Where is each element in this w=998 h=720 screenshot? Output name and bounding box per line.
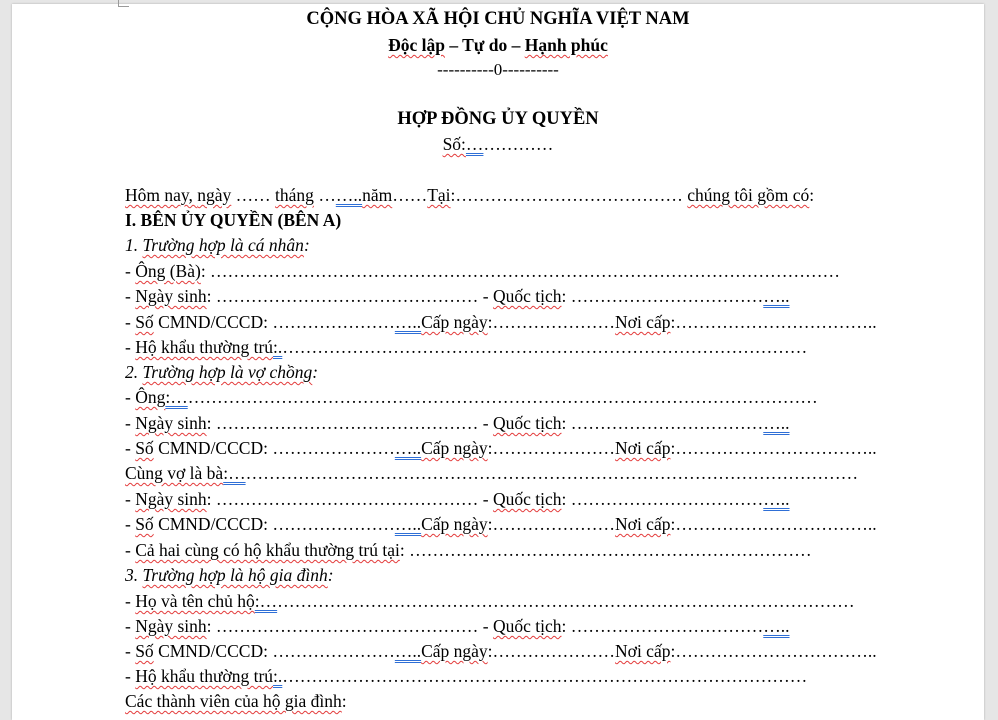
text-boundary-mark — [118, 0, 129, 7]
case2-shared-address-line: - Cả hai cùng có hộ khẩu thường trú tại: …………………………………………………………… — [125, 540, 812, 560]
case2-heading: 2. Trường hợp là vợ chồng: — [125, 362, 319, 382]
contract-title: HỢP ĐỒNG ỦY QUYỀN — [397, 109, 599, 129]
case2-id2-line: - Số CMND/CCCD: ……………………..Cấp ngày:…………………Nơi cấp:…………………………….. — [125, 514, 877, 534]
case1-id-line: - Số CMND/CCCD: ……………………..Cấp ngày:…………………Nơi cấp:…………………………….. — [125, 312, 877, 332]
motto: Độc lập – Tự do – Hạnh phúc — [388, 35, 608, 55]
case3-dob-line: - Ngày sinh: ……………………………………… - Quốc tịch: ……………………………….. — [125, 616, 790, 636]
case2-dob-line: - Ngày sinh: ……………………………………… - Quốc tịch: ……………………………….. — [125, 413, 790, 433]
case2-wife-line: Cùng vợ là bà:……………………………………………………………………………………………… — [125, 463, 859, 483]
case3-heading: 3. Trường hợp là hộ gia đình: — [125, 565, 334, 585]
header-separator: ----------0---------- — [437, 60, 559, 79]
case1-address-line: - Hộ khẩu thường trú:.……………………………………………………………………………… — [125, 337, 808, 357]
case1-heading: 1. Trường hợp là cá nhân: — [125, 235, 310, 255]
case3-members-line: Các thành viên của hộ gia đình: — [125, 691, 347, 711]
case2-husband-line: - Ông:………………………………………………………………………………………………… — [125, 387, 818, 407]
intro-line: Hôm nay, ngày …… tháng ……..năm……Tại:………………………………… chúng tôi gồm có: — [125, 185, 815, 205]
case3-head-line: - Họ và tên chủ hộ:………………………………………………………………………………………… — [125, 591, 855, 611]
section-a-heading: I. BÊN ỦY QUYỀN (BÊN A) — [125, 210, 342, 230]
case2-id-line: - Số CMND/CCCD: ……………………..Cấp ngày:…………………Nơi cấp:…………………………….. — [125, 438, 877, 458]
contract-number: Số:…………… — [442, 134, 554, 154]
case3-id-line: - Số CMND/CCCD: ……………………..Cấp ngày:…………………Nơi cấp:…………………………….. — [125, 641, 877, 661]
document-page[interactable] — [12, 4, 984, 720]
country-header: CỘNG HÒA XÃ HỘI CHỦ NGHĨA VIỆT NAM — [306, 9, 690, 29]
case3-address-line: - Hộ khẩu thường trú:.……………………………………………………………………………… — [125, 666, 808, 686]
case1-name-line: - Ông (Bà): ……………………………………………………………………………………………… — [125, 261, 841, 281]
case1-dob-line: - Ngày sinh: ……………………………………… - Quốc tịch: ……………………………….. — [125, 286, 790, 306]
case2-dob2-line: - Ngày sinh: ……………………………………… - Quốc tịch: ……………………………….. — [125, 489, 790, 509]
